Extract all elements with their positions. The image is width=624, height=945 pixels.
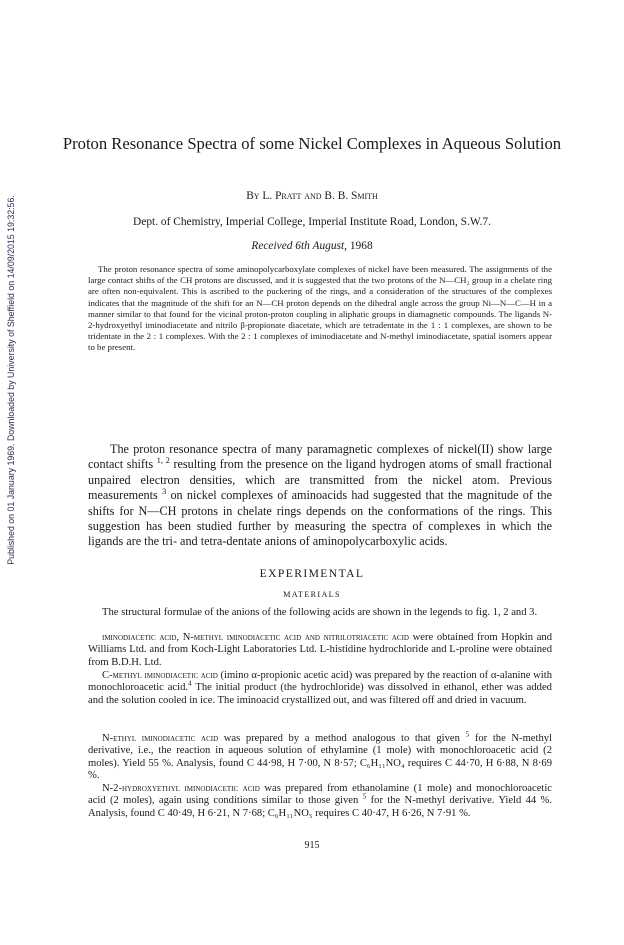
intro-text-1: The proton resonance spectra of many paramagnetic complexes of nickel(II) show large contact shifts xyxy=(88,442,552,472)
materials-paragraph-1: The structural formulae of the anions of the following acids are shown in the legends to fig. 1, 2 and 3. xyxy=(102,607,538,618)
materials-paragraph-3-text-2: The initial product (the hydrochloride) was dissolved in ethanol, ether was added and the solution cooled in ice. The iminoacid crystallized out, and was filtered off and dried in vacuum. xyxy=(88,682,552,706)
reference-5b: 5 xyxy=(362,791,367,801)
download-watermark xyxy=(4,160,18,600)
received-date xyxy=(60,240,564,252)
materials-paragraph-3 xyxy=(88,670,552,707)
reference-1-2: 1, 2 xyxy=(156,455,170,466)
reference-5: 5 xyxy=(465,729,470,739)
materials-paragraph-2-text: were obtained from Hopkin and Williams Ltd. and from Koch-Light Laboratories Ltd. L-histidine hydrochloride and L-proline were obtained from B.D.H. Ltd. xyxy=(88,632,553,668)
heading-materials: MATERIALS xyxy=(283,590,341,599)
materials-paragraph-5 xyxy=(88,783,552,820)
reference-3: 3 xyxy=(161,486,167,497)
materials-paragraph-3-text-1: (imino α-propionic acetic acid) was prepared by the reaction of α-alanine with monochloroacetic acid. xyxy=(88,670,552,694)
abstract: The proton resonance spectra of some aminopolycarboxylate complexes of nickel have been measured. The assignments of the large contact shifts of the CH protons are discussed, and it is suggested that the two protons of the N—CH₂ group in a chelate ring are often non-equivalent. This is ascribed to the puckering of the rings, and a consideration of the structures of the complexes indicates that the magnitude of the shift for an N—CH proton depends on the dihedral angle across the group Ni—N—C—H in a manner similar to that found for the vicinal proton-proton coupling in aliphatic groups in diamagnetic compounds. The ligands N-2-hydroxyethyl iminodiacetate and nitrilo β-propionate diacetate, which are tetradentate in the 1 : 1 complexes, are shown to be tridentate in the 2 : 1 complexes. With the 2 : 1 complexes of iminodiacetate and N-methyl iminodiacetate, spatial isomers appear to be present. xyxy=(88,264,552,353)
author-names: L. Pratt and B. B. Smith xyxy=(262,190,378,202)
author-by: By xyxy=(246,190,260,202)
intro-paragraph xyxy=(88,442,552,550)
reference-4: 4 xyxy=(188,678,192,688)
compound-name-n-ethyl: N-ethyl iminodiacetic acid xyxy=(102,733,219,744)
materials-paragraph-4-text-1: was prepared by a method analogous to that given xyxy=(223,733,460,744)
materials-paragraph-4-text-2: for the N-methyl derivative, i.e., the reaction in aqueous solution of ethylamine (1 mole) with monochloroacetic acid (2 moles). Yield 55 %. Analysis, found C 44·98, H 7·00, N 8·57; C₆H₁₁NO₄ requires C 44·70, H 6·88, N 8·69 %. xyxy=(88,733,552,782)
received-year: 1968 xyxy=(349,240,373,252)
compound-name-n-hydroxyethyl: N-2-hydroxyethyl iminodiacetic acid xyxy=(102,783,260,794)
download-watermark-text: Published on 01 January 1969. Downloaded by University of Sheffield on 14/09/2015 19:32:56. xyxy=(6,195,16,565)
materials-paragraph-2 xyxy=(88,632,552,669)
materials-paragraph-4 xyxy=(88,729,552,783)
page-number: 915 xyxy=(304,840,320,851)
intro-text-3: on nickel complexes of aminoacids had suggested that the magnitude of the shifts for N—CH protons in chelate rings depends on the conformations of the rings. This suggestion has been studied further by measuring the spectra of complexes in which the ligands are the tri- and tetra-dentate anions of aminopolycarboxylic acids. xyxy=(88,488,553,549)
intro-text-2: resulting from the presence on the ligand hydrogen atoms of small fractional unpaired electron densities, which are transmitted from the nickel atom. Previous measurements xyxy=(88,457,553,503)
acids-list: iminodiacetic acid, N-methyl iminodiacetic acid and nitrilotriacetic acid xyxy=(102,632,409,643)
received-label: Received 6th August, xyxy=(251,240,347,252)
materials-paragraph-5-text-1: was prepared from ethanolamine (1 mole) and monochloroacetic acid (2 moles), again using conditions similar to those given xyxy=(88,783,553,807)
heading-experimental: EXPERIMENTAL xyxy=(259,567,365,580)
author-line xyxy=(60,190,564,202)
article-title: Proton Resonance Spectra of some Nickel Complexes in Aqueous Solution xyxy=(62,134,562,153)
compound-name-c-methyl: C-methyl iminodiacetic acid xyxy=(102,670,218,681)
materials-paragraph-5-text-2: for the N-methyl derivative. Yield 44 %. Analysis, found C 40·49, H 6·21, N 7·68; C₆H₁₁NO₅ requires C 40·47, H 6·26, N 7·91 %. xyxy=(88,795,552,819)
affiliation: Dept. of Chemistry, Imperial College, Imperial Institute Road, London, S.W.7. xyxy=(133,216,491,228)
